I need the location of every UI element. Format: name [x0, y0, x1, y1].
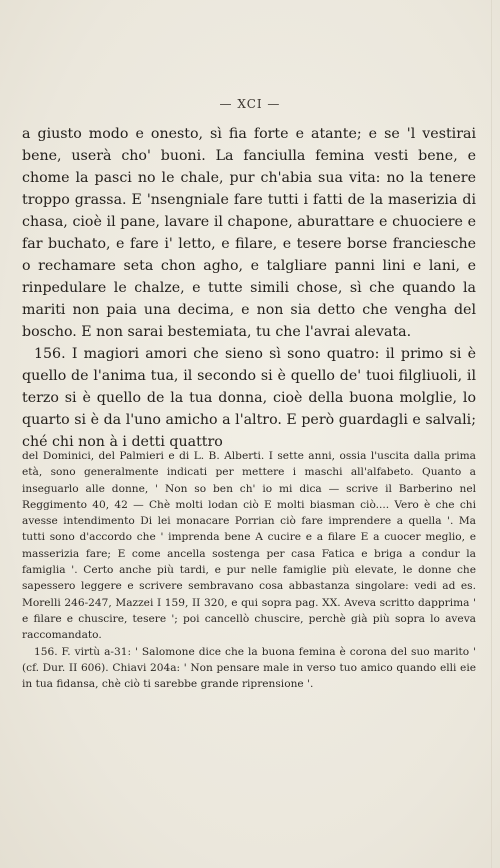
- footnote-2: 156. F. virtù a-31: ' Salomone dice che la buona femina è corona del suo marito ' (cf. Dur. II 606). Chiavi 204a: ' Non pensare male in verso tuo amico quando elli eie in tua fidansa, chè ciò ti sarebbe grande riprensione '.: [22, 645, 476, 691]
- main-text: [22, 123, 476, 453]
- footnote-1: del Dominici, del Palmieri e di L. B. Alberti. I sette anni, ossia l'uscita dalla prima età, sono generalmente indicati per mettere i maschi all'alfabeto. Quanto a inseguarlo alle donne, ' Non so ben ch' io mi dica — scrive il Barberino nel Reggimento 40, 42 — Chè molti lodan ciò E molti biasman ciò.... Vero è che chi avesse intendimento Di lei monacare Porrian ciò fare imprendere a quella '. Ma tutti sono d'accordo che ' imprenda bene A cucire e a filare E a cuocer meglio, e masserizia fare; E come ancella sostenga per casa Fatica e briga a condur la famiglia '. Certo anche più tardi, e pur nelle famiglie più elevate, le donne che sapessero leggere e scrivere sembravano cosa abbastanza singolare: vedi ad es. Morelli 246-247, Mazzei I 159, II 320, e qui sopra pag. XX. Aveva scritto dapprima ' e filare e chuscire, tesere '; poi cancellò chuscire, perchè già più sopra lo aveva raccomandato.: [22, 450, 476, 642]
- page-number: — XCI —: [219, 97, 281, 111]
- body-paragraph-1: a giusto modo e onesto, sì fia forte e atante; e se 'l vestirai bene, userà cho' buoni. La fanciulla femina vesti bene, e chome la pasci no le chale, pur ch'abia sua vita: no la tenere troppo grassa. E 'nsengniale fare tutti i fatti de la maserizia di chasa, cioè il pane, lavare il chapone, aburattare e chuociere e far buchato, e fare i' letto, e filare, e tesere borse franciesche o rechamare seta chon agho, e talgliare panni lini e lani, e rinpedulare le chalze, e tutte simili chose, sì che quando la mariti non paia una decima, e non sia detto che vengha del boscho. E non sarai bestemiata, tu che l'avrai alevata.: [22, 126, 476, 340]
- footnotes: [22, 448, 476, 692]
- page-gutter-shadow: [491, 0, 492, 868]
- body-paragraph-2: 156. I magiori amori che sieno sì sono quatro: il primo si è quello de l'anima tua, il secondo si è quello de' tuoi filgliuoli, il terzo si è quello de la tua donna, cioè della buona molglie, lo quarto si è da l'uno amicho a l'altro. E però guardagli e salvali; ché chi non à i detti quattro: [22, 346, 476, 450]
